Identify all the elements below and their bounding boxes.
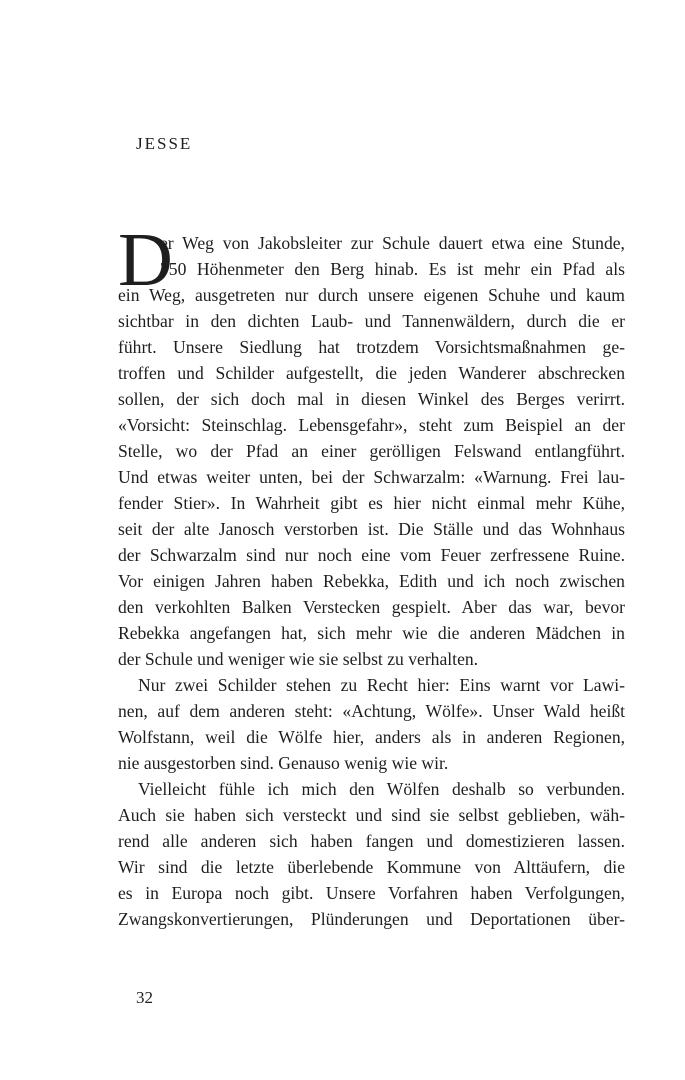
text-line: der Schule und weniger wie sie selbst zu verhalten. xyxy=(118,649,479,669)
text-line: fender Stier». In Wahrheit gibt es hier nicht einmal mehr Kühe, xyxy=(118,493,626,513)
page-number: 32 xyxy=(136,988,153,1007)
text-line: Nur zwei Schilder stehen zu Recht hier: Eins warnt vor Lawi- xyxy=(138,675,626,695)
text-line: troffen und Schilder aufgestellt, die jeden Wanderer abschrecken xyxy=(118,363,625,383)
text-line: nen, auf dem anderen steht: «Achtung, Wölfe». Unser Wald heißt xyxy=(118,701,626,721)
text-line: sichtbar in den dichten Laub- und Tannenwäldern, durch die er xyxy=(118,311,626,331)
text-line: Wolfstann, weil die Wölfe hier, anders als in anderen Regionen, xyxy=(118,727,626,747)
text-line: sollen, der sich doch mal in diesen Winkel des Berges verirrt. xyxy=(118,389,626,409)
text-line: Rebekka angefangen hat, sich mehr wie die anderen Mädchen in xyxy=(118,623,625,643)
text-line: Vielleicht fühle ich mich den Wölfen deshalb so verbunden. xyxy=(138,779,626,799)
text-line: seit der alte Janosch verstorben ist. Die Ställe und das Wohnhaus xyxy=(118,519,625,539)
text-line: er Weg von Jakobsleiter zur Schule dauert etwa eine Stunde, xyxy=(160,233,625,253)
text-line: 750 Höhenmeter den Berg hinab. Es ist mehr ein Pfad als xyxy=(160,259,625,279)
text-line: führt. Unsere Siedlung hat trotzdem Vorsichtsmaßnahmen ge- xyxy=(118,337,625,357)
drop-cap: D xyxy=(118,218,173,302)
text-line: es in Europa noch gibt. Unsere Vorfahren haben Verfolgungen, xyxy=(118,883,625,903)
chapter-title: JESSE xyxy=(136,134,193,153)
text-line: Wir sind die letzte überlebende Kommune von Alttäufern, die xyxy=(118,857,626,877)
text-line: nie ausgestorben sind. Genauso wenig wie wir. xyxy=(118,753,449,773)
text-line: Vor einigen Jahren haben Rebekka, Edith und ich noch zwischen xyxy=(118,571,625,591)
text-line: ein Weg, ausgetreten nur durch unsere eigenen Schuhe und kaum xyxy=(118,285,625,305)
text-line: der Schwarzalm sind nur noch eine vom Feuer zerfressene Ruine. xyxy=(118,545,625,565)
text-line: Und etwas weiter unten, bei der Schwarzalm: «Warnung. Frei lau- xyxy=(118,467,625,487)
text-line: Zwangskonvertierungen, Plünderungen und Deportationen über- xyxy=(118,909,625,929)
text-line: den verkohlten Balken Verstecken gespielt. Aber das war, bevor xyxy=(118,597,626,617)
text-line: rend alle anderen sich haben fangen und domestizieren lassen. xyxy=(118,831,626,851)
text-line: Stelle, wo der Pfad an einer gerölligen Felswand entlangführt. xyxy=(118,441,626,461)
text-line: Auch sie haben sich versteckt und sind sie selbst geblieben, wäh- xyxy=(118,805,625,825)
text-line: «Vorsicht: Steinschlag. Lebensgefahr», steht zum Beispiel an der xyxy=(118,415,625,435)
